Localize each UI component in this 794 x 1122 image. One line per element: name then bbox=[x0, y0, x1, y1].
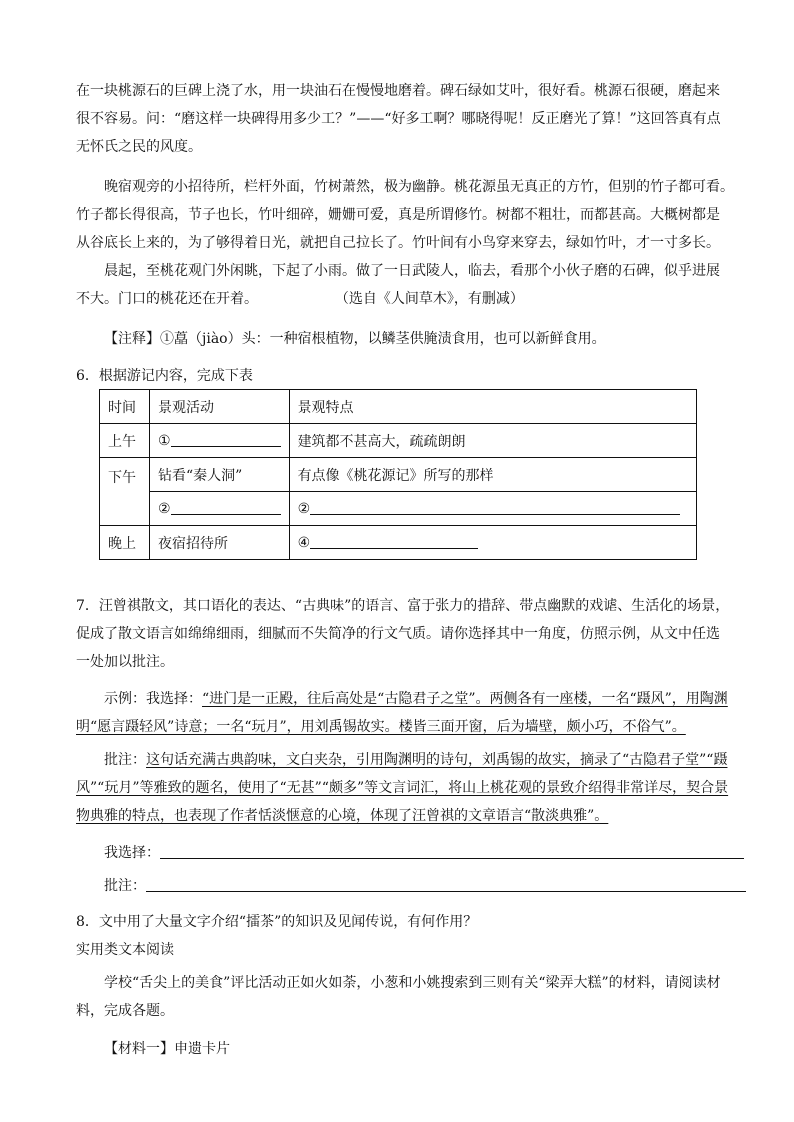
example-quote: 明“愿言蹑轻风”诗意；一名“玩月”，用刘禹锡故实。楼皆三面开窗，后为墙壁，颇小巧，不俗气”。 bbox=[76, 719, 686, 735]
table-header: 景观活动 bbox=[150, 390, 290, 424]
table-cell-feature: 建筑都不甚高大，疏疏朗朗 bbox=[289, 424, 696, 458]
question-7-text: 促成了散文语言如绵绵细雨，细腻而不失简净的行文气质。请你选择其中一角度，仿照示例，从文中任选 bbox=[76, 626, 720, 642]
answer-blank[interactable] bbox=[171, 432, 281, 447]
answer-blank[interactable] bbox=[171, 500, 281, 515]
table-row bbox=[100, 492, 697, 526]
comment-label: 批注： bbox=[104, 752, 146, 768]
passage-line: 晨起，至桃花观门外闲眺，下起了小雨。做了一日武陵人，临去，看那个小伙子磨的石碑，似乎进展 bbox=[104, 263, 720, 279]
passage-line: 从谷底长上来的，为了够得着日光，就把自己拉长了。竹叶间有小鸟穿来穿去，绿如竹叶，才一寸多长。 bbox=[76, 235, 720, 251]
table-cell-activity bbox=[150, 492, 290, 526]
passage-line: 无怀氏之民的风度。 bbox=[76, 139, 202, 155]
answer-comment-blank[interactable] bbox=[146, 877, 746, 892]
passage-line bbox=[76, 289, 752, 309]
table-cell-time: 上午 bbox=[100, 424, 150, 458]
blank-marker: ① bbox=[158, 433, 171, 449]
table-cell-time: 晚上 bbox=[100, 526, 150, 560]
table-cell-activity: 钻看“秦人洞” bbox=[150, 458, 290, 492]
table-row bbox=[100, 424, 697, 458]
table-header: 时间 bbox=[100, 390, 150, 424]
example-label: 示例：我选择： bbox=[104, 691, 202, 707]
answer-blank[interactable] bbox=[310, 534, 478, 549]
comment-line bbox=[76, 778, 752, 798]
table-cell-activity bbox=[150, 424, 290, 458]
table-cell-time: 下午 bbox=[100, 458, 150, 526]
example-line bbox=[104, 689, 752, 709]
comment-line bbox=[104, 750, 752, 770]
example-line bbox=[76, 717, 752, 737]
material-heading: 【材料一】申遗卡片 bbox=[104, 1041, 230, 1057]
comment-line bbox=[76, 806, 752, 826]
table-row bbox=[100, 526, 697, 560]
table-cell-feature bbox=[289, 526, 696, 560]
comment-text: 物典雅的特点，也表现了作者恬淡惬意的心境，体现了汪曾祺的文章语言“散淡典雅”。 bbox=[76, 808, 609, 824]
answer-choose-label: 我选择： bbox=[104, 845, 160, 861]
passage-line: 很不容易。问：“磨这样一块碑得用多少工？”——“好多工啊？哪晓得呢！反正磨光了算！”这回答真有点 bbox=[76, 111, 721, 127]
passage-line: 竹子都长得很高，节子也长，竹叶细碎，姗姗可爱，真是所谓修竹。树都不粗壮，而都甚高。大概树都是 bbox=[76, 207, 720, 223]
blank-marker: ④ bbox=[297, 535, 311, 551]
passage-text: 不大。门口的桃花还在开着。 bbox=[76, 291, 258, 307]
question-6-table bbox=[99, 389, 697, 560]
practical-intro: 学校“舌尖上的美食”评比活动正如火如荼，小葱和小姚搜索到三则有关“梁弄大糕”的材料，请阅读材 bbox=[104, 975, 721, 991]
question-8-prompt: 8．文中用了大量文字介绍“擂茶”的知识及见闻传说，有何作用？ bbox=[76, 914, 478, 930]
answer-choose-line bbox=[104, 843, 752, 863]
practical-intro: 料，完成各题。 bbox=[76, 1003, 174, 1019]
source-citation: （选自《人间草木》，有删减） bbox=[334, 291, 524, 307]
annotation-note: 【注释】①藠（jiào）头：一种宿根植物，以鳞茎供腌渍食用，也可以新鲜食用。 bbox=[104, 331, 606, 347]
example-quote: “进门是一正殿，往后高处是“古隐君子之堂”。两侧各有一座楼，一名“蹑风”，用陶渊 bbox=[202, 691, 728, 707]
blank-marker: ② bbox=[158, 501, 171, 517]
table-cell-feature bbox=[289, 492, 696, 526]
comment-text: 风”“玩月”等雅致的题名，使用了“无甚”“颇多”等文言词汇，将山上桃花观的景致介绍得非常详尽，契合景 bbox=[76, 780, 729, 796]
question-6-prompt: 6．根据游记内容，完成下表 bbox=[76, 368, 253, 384]
answer-comment-line bbox=[104, 876, 752, 896]
answer-comment-label: 批注： bbox=[104, 878, 146, 894]
table-header: 景观特点 bbox=[289, 390, 696, 424]
table-header-row bbox=[100, 390, 697, 424]
question-7-text: 一处加以批注。 bbox=[76, 654, 174, 670]
question-7-text: 7．汪曾祺散文，其口语化的表达、“古典味”的语言、富于张力的措辞、带点幽默的戏谑、生活化的场景， bbox=[76, 598, 730, 614]
passage-line: 在一块桃源石的巨碑上浇了水，用一块油石在慢慢地磨着。碑石绿如艾叶，很好看。桃源石很硬，磨起来 bbox=[76, 83, 720, 99]
table-row bbox=[100, 458, 697, 492]
blank-marker: ② bbox=[297, 501, 311, 517]
table-cell-feature: 有点像《桃花源记》所写的那样 bbox=[289, 458, 696, 492]
comment-text: 这句话充满古典韵味，文白夹杂，引用陶渊明的诗句，刘禹锡的故实，摘录了“古隐君子堂”“蹑 bbox=[146, 752, 728, 768]
section-heading: 实用类文本阅读 bbox=[76, 942, 174, 958]
table-cell-activity: 夜宿招待所 bbox=[150, 526, 290, 560]
answer-choose-blank[interactable] bbox=[160, 844, 744, 859]
passage-line: 晚宿观旁的小招待所，栏杆外面，竹树萧然，极为幽静。桃花源虽无真正的方竹，但别的竹子都可看。 bbox=[104, 179, 734, 195]
answer-blank[interactable] bbox=[310, 500, 680, 515]
